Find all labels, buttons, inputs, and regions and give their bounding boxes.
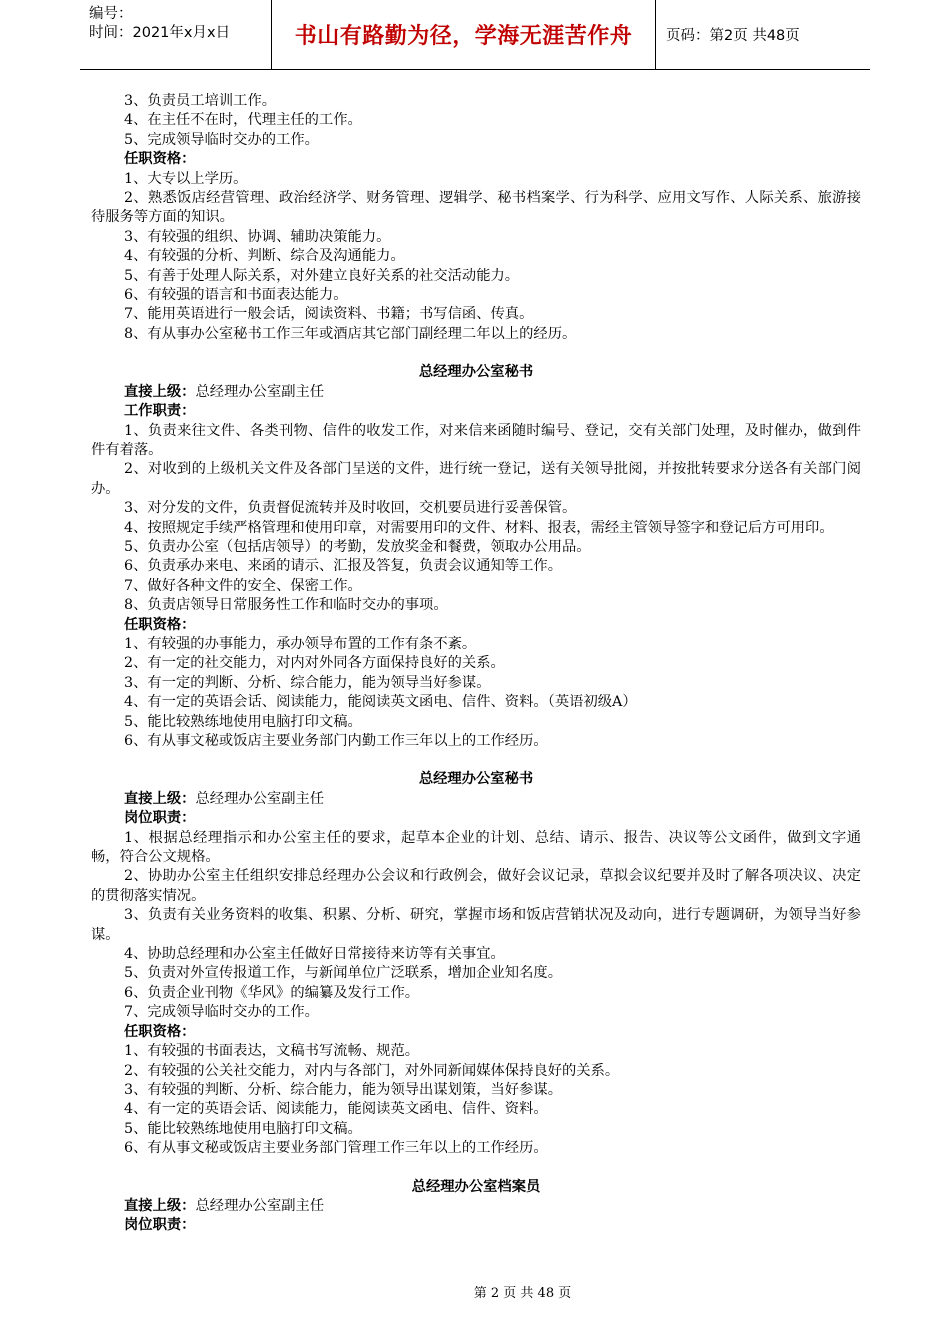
list-item: 6、负责承办来电、来函的请示、汇报及答复，负责会议通知等工作。: [124, 558, 562, 575]
list-item: 5、有善于处理人际关系，对外建立良好关系的社交活动能力。: [124, 267, 520, 284]
duty-label: 岗位职责：: [124, 810, 196, 827]
superior-line: [91, 790, 861, 809]
superior-value: 总经理办公室副主任: [195, 1197, 325, 1214]
list-item: 3、有较强的判断、分析、综合能力，能为领导出谋划策，当好参谋。: [124, 1081, 562, 1098]
superior-label: 直接上级：: [124, 790, 196, 807]
doc-time-label: 时间：2021年x月x日: [89, 25, 231, 41]
list-item: 2、对收到的上级机关文件及各部门呈送的文件，进行统一登记，送有关领导批阅，并按批转要求分送各有关部门阅办。: [91, 461, 861, 497]
list-item: 7、完成领导临时交办的工作。: [124, 1004, 319, 1021]
list-item: 1、有较强的书面表达，文稿书写流畅、规范。: [124, 1043, 420, 1060]
list-item: 7、做好各种文件的安全、保密工作。: [124, 577, 362, 594]
superior-line: [91, 1197, 861, 1216]
doc-number-label: 编号：: [89, 6, 133, 22]
list-item: 3、负责有关业务资料的收集、积累、分析、研究，掌握市场和饭店营销状况及动向，进行专题调研，为领导当好参谋。: [91, 907, 861, 943]
superior-value: 总经理办公室副主任: [195, 383, 325, 400]
duty-label: 岗位职责：: [124, 1217, 196, 1234]
list-item: 2、有一定的社交能力，对内对外同各方面保持良好的关系。: [124, 655, 505, 672]
superior-label: 直接上级：: [124, 1197, 196, 1214]
list-item: 6、有从事文秘或饭店主要业务部门内勤工作三年以上的工作经历。: [124, 733, 548, 749]
header-meta: [80, 0, 272, 69]
header-motto: 书山有路勤为径，学海无涯苦作舟: [272, 0, 656, 69]
header-page-info: 页码：第2页 共48页: [666, 28, 800, 44]
list-item: 1、大专以上学历。: [124, 170, 248, 187]
list-item: 5、负责对外宣传报道工作，与新闻单位广泛联系，增加企业知名度。: [124, 965, 562, 982]
qualification-label: 任职资格：: [124, 616, 196, 633]
list-item: 4、有一定的英语会话、阅读能力，能阅读英文函电、信件、资料。: [124, 1101, 548, 1118]
page-header: [80, 0, 870, 70]
page-footer: 第 2 页 共 48 页: [473, 1286, 572, 1301]
list-item: 2、有较强的公关社交能力，对内与各部门，对外同新闻媒体保持良好的关系。: [124, 1062, 620, 1079]
list-item: 4、按照规定手续严格管理和使用印章，对需要用印的文件、材料、报表，需经主管领导签字和登记后方可用印。: [124, 519, 834, 536]
list-item: 3、对分发的文件，负责督促流转并及时收回，交机要员进行妥善保管。: [124, 500, 577, 517]
superior-label: 直接上级：: [124, 383, 196, 400]
qualification-label: 任职资格：: [124, 151, 196, 168]
list-item: 2、熟悉饭店经营管理、政治经济学、财务管理、逻辑学、秘书档案学、行为科学、应用文写作、人际关系、旅游接待服务等方面的知识。: [91, 190, 861, 226]
section-title: 总经理办公室档案员: [411, 1178, 541, 1195]
list-item: 5、能比较熟练地使用电脑打印文稿。: [124, 713, 362, 730]
list-item: 8、负责店领导日常服务性工作和临时交办的事项。: [124, 597, 448, 614]
list-item: 6、有较强的语言和书面表达能力。: [124, 287, 348, 304]
superior-value: 总经理办公室副主任: [195, 790, 325, 807]
qualification-label: 任职资格：: [124, 1023, 196, 1040]
list-item: 1、根据总经理指示和办公室主任的要求，起草本企业的计划、总结、请示、报告、决议等公文函件，做到文字通畅，符合公文规格。: [91, 829, 861, 866]
section-title: 总经理办公室秘书: [418, 771, 534, 788]
list-item: 8、有从事办公室秘书工作三年或酒店其它部门副经理二年以上的经历。: [124, 325, 577, 342]
list-item: 6、有从事文秘或饭店主要业务部门管理工作三年以上的工作经历。: [124, 1140, 548, 1157]
list-item: 2、协助办公室主任组织安排总经理办公会议和行政例会，做好会议记录，草拟会议纪要并及时了解各项决议、决定的贯彻落实情况。: [91, 868, 861, 904]
duty-label: 工作职责：: [124, 403, 196, 420]
list-item: 7、能用英语进行一般会话，阅读资料、书籍；书写信函、传真。: [124, 306, 534, 323]
document-body: [91, 92, 861, 1236]
list-item: 3、有较强的组织、协调、辅助决策能力。: [124, 228, 391, 245]
list-item: 5、能比较熟练地使用电脑打印文稿。: [124, 1120, 362, 1137]
list-item: 5、完成领导临时交办的工作。: [124, 131, 319, 148]
list-item: 5、负责办公室（包括店领导）的考勤，发放奖金和餐费，领取办公用品。: [124, 538, 591, 555]
section-title: 总经理办公室秘书: [418, 364, 534, 381]
list-item: 4、有一定的英语会话、阅读能力，能阅读英文函电、信件、资料。（英语初级A）: [124, 694, 637, 711]
list-item: 6、负责企业刊物《华风》的编纂及发行工作。: [124, 984, 420, 1001]
list-item: 4、协助总经理和办公室主任做好日常接待来访等有关事宜。: [124, 946, 505, 963]
list-item: 4、有较强的分析、判断、综合及沟通能力。: [124, 248, 405, 265]
list-item: 3、有一定的判断、分析、综合能力，能为领导当好参谋。: [124, 674, 491, 691]
list-item: 1、有较强的办事能力，承办领导布置的工作有条不紊。: [124, 635, 477, 652]
list-item: 1、负责来往文件、各类刊物、信件的收发工作，对来信来函随时编号、登记，交有关部门处理，及时催办，做到件件有着落。: [91, 422, 861, 458]
list-item: 3、负责员工培训工作。: [124, 93, 277, 109]
superior-line: [91, 383, 861, 402]
list-item: 4、在主任不在时，代理主任的工作。: [124, 112, 362, 129]
